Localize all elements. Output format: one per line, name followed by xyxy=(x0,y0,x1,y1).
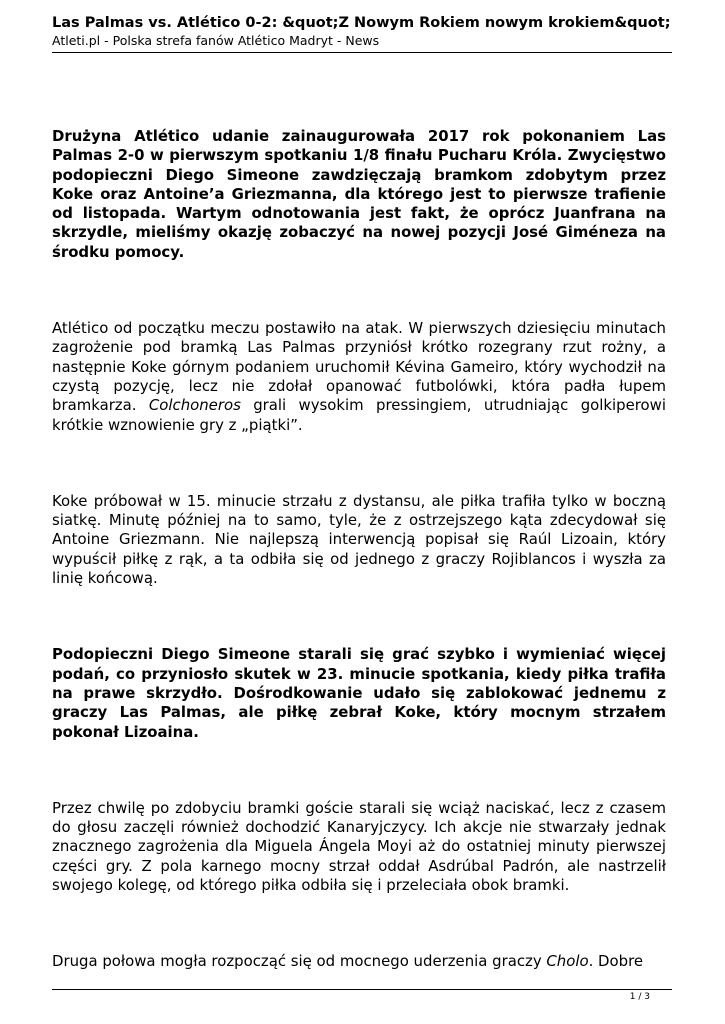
footer-divider xyxy=(52,989,672,990)
paragraph-emphasis: Cholo xyxy=(546,952,589,971)
paragraph-text: Atlético od początku meczu postawiło na atak. W pierwszych dziesięciu minutach zagrożenie pod bramką Las Palmas przyniósł krótko rozegrany rzut rożny, a następnie Koke górnym podaniem uruchomił Kévina Gameiro, który wychodził na czystą pozycję, lecz nie zdołał opanować futbolówki, która padła łupem bramkarza. xyxy=(52,319,666,415)
header-divider xyxy=(52,52,672,53)
article-title: Las Palmas vs. Atlético 0-2: &quot;Z Nowym Rokiem nowym krokiem&quot; xyxy=(52,15,671,31)
article-body xyxy=(52,127,666,972)
paragraph-emphasis: Colchoneros xyxy=(148,396,241,415)
paragraph-text: Druga połowa mogła rozpocząć się od mocnego uderzenia graczy xyxy=(52,952,547,971)
article-lead: Drużyna Atlético udanie zainaugurowała 2017 rok pokonaniem Las Palmas 2-0 w pierwszym spotkaniu 1/8 finału Pucharu Króla. Zwycięstwo podopieczni Diego Simeone zawdzięczają bramkom zdobytym przez Koke oraz Antoine’a Griezmanna, dla którego jest to pierwsze trafienie od listopada. Wartym odnotowania jest fakt, że oprócz Juanfrana na skrzydle, mieliśmy okazję zobaczyć na nowej pozycji José Giméneza na środku pomocy. xyxy=(52,127,666,261)
paragraph-text: grali wysokim pressingiem, utrudniając golkiperowi krótkie wznowienie gry z „piątki”. xyxy=(52,396,666,434)
article-paragraph: Koke próbował w 15. minucie strzału z dystansu, ale piłka trafiła tylko w boczną siatkę. Minutę później na to samo, tyle, że z ostrzejszego kąta zdecydował się Antoine Griezmann. Nie najlepszą interwencją popisał się Raúl Lizoain, który wypuścił piłkę z rąk, a ta odbiła się od jednego z graczy Rojiblancos i wyszła za linię końcową. xyxy=(52,491,666,588)
page-header xyxy=(52,14,672,49)
page-number: 1 / 3 xyxy=(629,992,650,1002)
site-subtitle: Atleti.pl - Polska strefa fanów Atlético Madryt - News xyxy=(52,33,380,48)
article-paragraph xyxy=(52,952,666,971)
article-paragraph-bold: Podopieczni Diego Simeone starali się grać szybko i wymieniać więcej podań, co przyniosło skutek w 23. minucie spotkania, kiedy piłka trafiła na prawe skrzydło. Dośrodkowanie udało się zablokować jednemu z graczy Las Palmas, ale piłkę zebrał Koke, który mocnym strzałem pokonał Lizoaina. xyxy=(52,645,666,741)
paragraph-text: . Dobre xyxy=(588,952,644,971)
article-paragraph xyxy=(52,319,666,435)
article-paragraph: Przez chwilę po zdobyciu bramki goście starali się wciąż naciskać, lecz z czasem do głosu zaczęli również dochodzić Kanaryjczycy. Ich akcje nie stwarzały jednak znacznego zagrożenia dla Miguela Ángela Moyi aż do ostatniej minuty pierwszej części gry. Z pola karnego mocny strzał oddał Asdrúbal Padrón, ale nastrzelił swojego kolegę, od którego piłka odbiła się i przeleciała obok bramki. xyxy=(52,798,666,895)
